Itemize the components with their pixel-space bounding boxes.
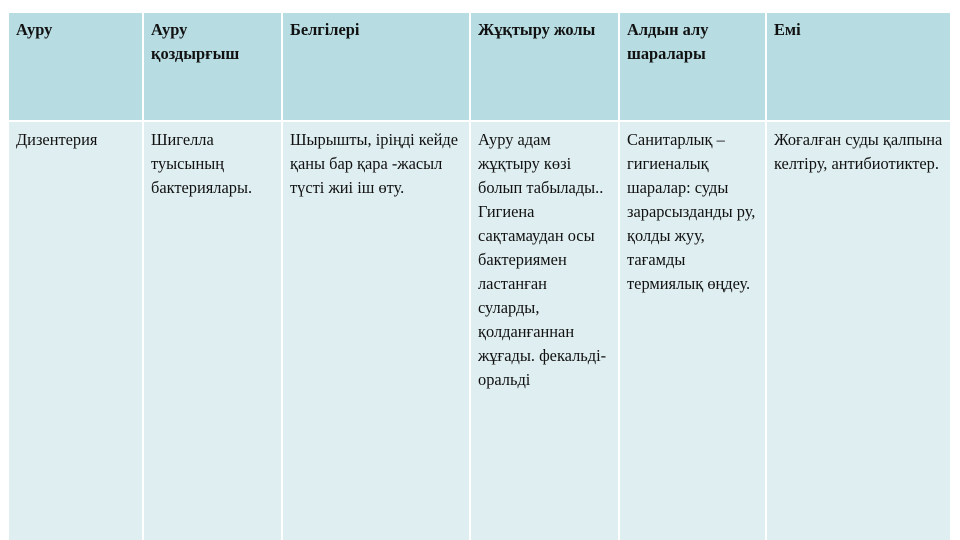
cell-pathogen: Шигелла туысының бактериялары. [142, 122, 281, 540]
header-cell-treatment: Емі [765, 13, 950, 122]
cell-prevention: Санитарлық – гигиеналық шаралар: суды зарарсызданды ру, қолды жуу, тағамды термиялық өңдеу. [618, 122, 765, 540]
table-row [9, 122, 950, 540]
cell-disease: Дизентерия [9, 122, 142, 540]
header-cell-prevention: Алдын алу шаралары [618, 13, 765, 122]
table-header-row [9, 13, 950, 122]
disease-table [9, 13, 950, 540]
cell-treatment: Жоғалған суды қалпына келтіру, антибиотиктер. [765, 122, 950, 540]
cell-transmission: Ауру адам жұқтыру көзі болып табылады.. Гигиена сақтамаудан осы бактериямен ластанған суларды, қолданғаннан жұғады. фекальді-оральді [469, 122, 618, 540]
cell-symptoms: Шырышты, іріңді кейде қаны бар қара -жасыл түсті жиі іш өту. [281, 122, 469, 540]
header-cell-disease: Ауру [9, 13, 142, 122]
header-cell-pathogen: Ауру қоздырғыш [142, 13, 281, 122]
header-cell-symptoms: Белгілері [281, 13, 469, 122]
header-cell-transmission: Жұқтыру жолы [469, 13, 618, 122]
